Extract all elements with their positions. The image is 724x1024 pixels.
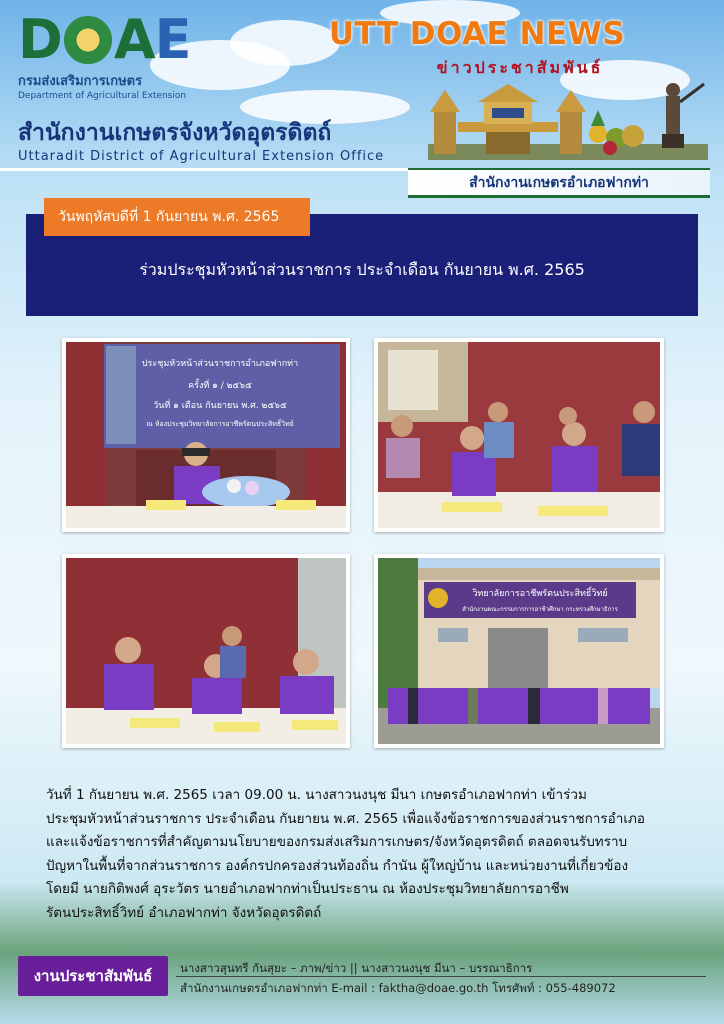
banner-text-4: ณ ห้องประชุมวิทยาลัยการอาชีพรัตนประสิทธิ์วิทย์	[146, 420, 294, 428]
news-title: UTT DOAE NEWS	[328, 16, 626, 52]
banner-text-2: ครั้งที่ ๑ / ๒๕๖๕	[188, 381, 252, 391]
uttaradit-landmark-illustration	[428, 82, 708, 160]
photo-meeting-officials	[62, 554, 350, 748]
college-sign-line-1: วิทยาลัยการอาชีพรัตนประสิทธิ์วิทย์	[472, 589, 608, 599]
office-name-thai: สำนักงานเกษตรจังหวัดอุตรดิตถ์	[18, 120, 332, 146]
article-body-line: รัตนประสิทธิ์วิทย์ อำเภอฟากท่า จังหวัดอุตรดิตถ์	[46, 904, 322, 921]
photo-meeting-chair	[62, 338, 350, 532]
seal-icon	[64, 16, 112, 64]
article-date: วันพฤหัสบดีที่ 1 กันยายน พ.ศ. 2565	[44, 198, 310, 236]
photo-meeting-attendees	[374, 338, 664, 532]
logo-thai-name: กรมส่งเสริมการเกษตร	[18, 74, 143, 89]
article-body-line: และแจ้งข้อราชการที่สำคัญตามนโยบายของกรมส่งเสริมการเกษตร/จังหวัดอุตรดิตถ์ ตลอดจนรับทราบ	[46, 834, 628, 850]
logo-english-name: Department of Agricultural Extension	[18, 91, 187, 101]
banner-text-1: ประชุมหัวหน้าส่วนราชการอำเภอฟากท่า	[141, 359, 299, 369]
footer-divider	[176, 976, 706, 977]
article-body-line: วันที่ 1 กันยายน พ.ศ. 2565 เวลา 09.00 น. นางสาวนงนุช มีนา เกษตรอำเภอฟากท่า เข้าร่วม	[46, 787, 587, 803]
article-body	[46, 784, 690, 925]
district-office-bar: สำนักงานเกษตรอำเภอฟากท่า	[408, 168, 710, 198]
doae-logo	[18, 8, 218, 101]
photo-news-credits: นางสาวสุนทรี กันสุยะ – ภาพ/ข่าว || นางสาวนงนุช มีนา – บรรณาธิการ	[180, 961, 533, 975]
pr-label: งานประชาสัมพันธ์	[18, 956, 168, 996]
photo-group-college	[374, 554, 664, 748]
banner-text-3: วันที่ ๑ เดือน กันยายน พ.ศ. ๒๕๖๕	[153, 401, 287, 411]
article-title: ร่วมประชุมหัวหน้าส่วนราชการ ประจำเดือน กันยายน พ.ศ. 2565	[139, 260, 585, 279]
college-sign-line-2: สำนักงานคณะกรรมการการอาชีวศึกษา กระทรวงศึกษาธิการ	[462, 606, 618, 613]
office-name-english: Uttaradit District of Agricultural Extension Office	[18, 149, 385, 164]
news-subtitle: ข่าวประชาสัมพันธ์	[436, 58, 604, 77]
contact-info: สำนักงานเกษตรอำเภอฟากท่า E-mail : faktha@doae.go.th โทรศัพท์ : 055-489072	[180, 981, 616, 995]
article-body-line: ประชุมหัวหน้าส่วนราชการ ประจำเดือน กันยายน พ.ศ. 2565 เพื่อแจ้งข้อราชการของส่วนราชการอำเภอ	[46, 810, 645, 827]
article-body-line: ปัญหาในพื้นที่จากส่วนราชการ องค์กรปกครองส่วนท้องถิ่น กำนัน ผู้ใหญ่บ้าน และหน่วยงานที่เกี่ยวข้อง	[46, 857, 629, 874]
article-body-line: โดยมี นายกิติพงศ์ อุระวัตร นายอำเภอฟากท่าเป็นประธาน ณ ห้องประชุมวิทยาลัยการอาชีพ	[46, 881, 569, 897]
divider	[0, 168, 410, 171]
logo-wordmark: D A E	[18, 8, 191, 71]
group-of-people	[388, 688, 650, 724]
